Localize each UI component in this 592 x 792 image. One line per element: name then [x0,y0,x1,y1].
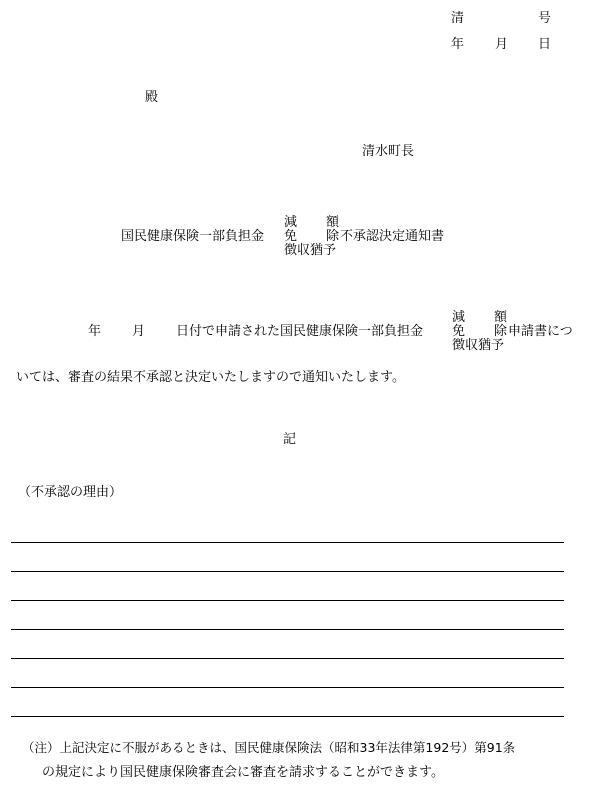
title-option-jo: 除 [326,229,340,244]
body-option-choshu: 徴収猶予 [452,338,505,353]
reason-line [11,716,564,717]
reason-line [11,542,564,543]
body-option-men: 免 [452,324,466,339]
reason-line [11,600,564,601]
reason-line [11,629,564,630]
body-line2: いては、審査の結果不承認と決定いたしますので通知いたします。 [16,370,405,385]
title-option-men: 免 [284,229,298,244]
reason-line [11,687,564,688]
title-suffix: 不承認決定通知書 [340,229,445,244]
body-date-text: 日付で申請された国民健康保険一部負担金 [176,324,424,339]
reason-label: （不承認の理由） [18,485,123,500]
number-suffix: 号 [538,11,552,26]
body-line1-end: 申請書につ [508,324,573,339]
header-year: 年 [451,37,465,52]
title-option-gaku: 額 [326,215,340,230]
title-option-gen: 減 [284,215,298,230]
body-year: 年 [88,324,102,339]
body-option-gaku: 額 [494,310,508,325]
addressee-honorific: 殿 [145,90,159,105]
note-line1: （注）上記決定に不服があるときは、国民健康保険法（昭和33年法律第192号）第91条 [22,740,516,755]
ki-heading: 記 [283,432,297,447]
title-prefix: 国民健康保険一部負担金 [121,229,265,244]
body-option-gen: 減 [452,310,466,325]
title-option-choshu: 徴収猶予 [284,243,337,258]
note-line2: の規定により国民健康保険審査会に審査を請求することができます。 [42,765,444,780]
number-prefix: 清 [451,11,465,26]
header-day: 日 [538,37,552,52]
body-month: 月 [132,324,146,339]
reason-line [11,571,564,572]
header-month: 月 [495,37,509,52]
reason-line [11,658,564,659]
issuer-title: 清水町長 [362,144,415,159]
body-option-jo: 除 [494,324,508,339]
